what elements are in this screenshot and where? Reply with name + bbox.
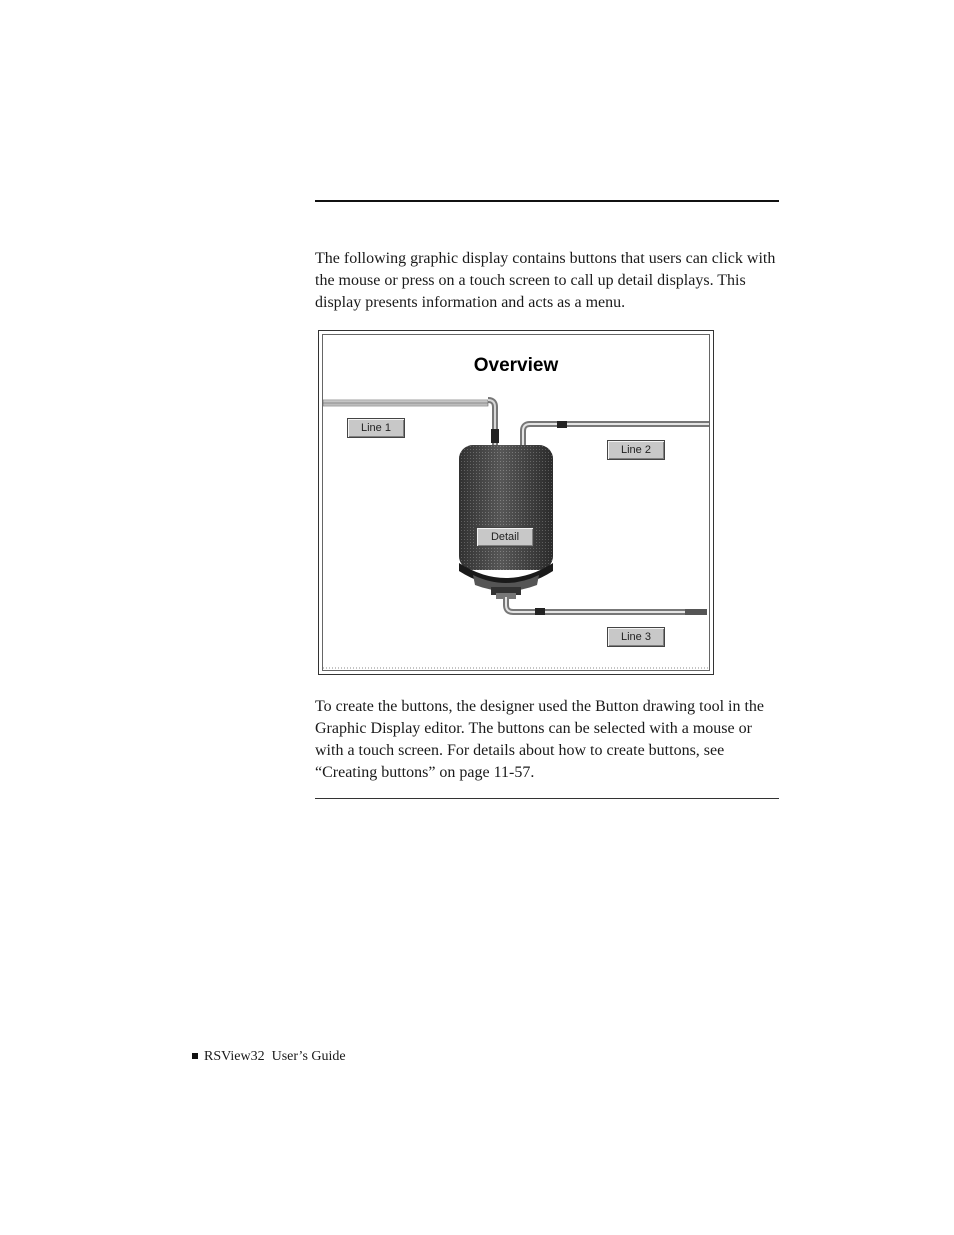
figure-title: Overview — [473, 355, 559, 376]
tank-and-pipes-graphic — [323, 335, 710, 671]
page-footer — [192, 1048, 346, 1066]
tank — [459, 445, 553, 599]
overview-display-canvas — [322, 334, 710, 671]
pipe-line3 — [506, 597, 707, 615]
top-rule — [315, 200, 779, 202]
line2-button[interactable]: Line 2 — [607, 440, 665, 460]
overview-display-figure — [318, 330, 714, 675]
guide-title: RSView32 User’s Guide — [204, 1049, 346, 1064]
bullet-icon — [192, 1053, 198, 1059]
line3-button[interactable]: Line 3 — [607, 627, 665, 647]
line1-button[interactable]: Line 1 — [347, 418, 405, 438]
body-paragraph: To create the buttons, the designer used the Button drawing tool in the Graphic Display editor. The buttons can be selected with a mouse or with a touch screen. For details about how to create buttons, see “Creating buttons” on page 11-57. — [315, 698, 764, 781]
bottom-rule — [315, 798, 779, 799]
detail-button[interactable]: Detail — [476, 527, 534, 547]
intro-paragraph: The following graphic display contains buttons that users can click with the mouse or press on a touch screen to call up detail displays. This display presents information and acts as a menu. — [315, 250, 776, 311]
